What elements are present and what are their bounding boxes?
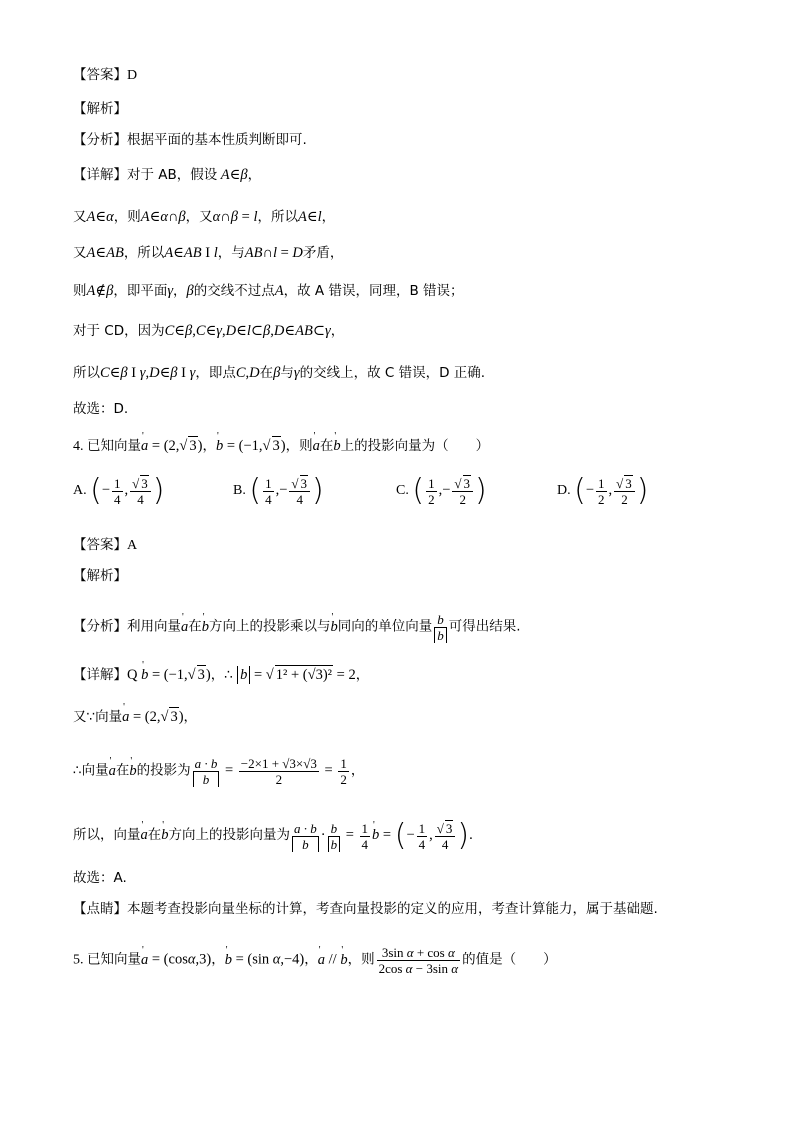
text: ，即平面 bbox=[113, 283, 168, 299]
text: 在 bbox=[319, 438, 334, 454]
option-b-label: B. bbox=[233, 483, 246, 499]
text: 方向上的投影向量为 bbox=[168, 827, 290, 844]
math-expr: C bbox=[164, 323, 175, 339]
text: ，又 bbox=[185, 209, 213, 225]
q4-detail-1: 【详解】Q ' b = (−1,√ 3)，∴ b = √ 1² + (√3)² = 2， bbox=[73, 665, 369, 685]
detail-line-5: 对于 CD，因为C∈β,C∈γ,D∈l⊂β,D∈AB⊂γ， bbox=[73, 323, 345, 339]
fenxi-tag: 【分析】 bbox=[73, 132, 127, 148]
text: ，则 bbox=[347, 951, 375, 968]
math-expr: A bbox=[86, 209, 96, 225]
choose-line-q3: 故选：D. bbox=[73, 401, 129, 417]
text: 矛盾， bbox=[302, 245, 344, 261]
text: 同向的单位向量 bbox=[337, 618, 433, 635]
text: 又 bbox=[73, 209, 87, 225]
text: ，故 A 错误，同理，B 错误； bbox=[283, 283, 464, 299]
q4-analysis-heading: 【解析】 bbox=[73, 568, 127, 584]
detail-tag: 【详解】 bbox=[73, 667, 127, 683]
analysis-heading: 【解析】 bbox=[73, 101, 127, 117]
text: 所以 bbox=[73, 365, 100, 381]
text: ∴向量 bbox=[73, 762, 109, 779]
text: 利用向量 bbox=[127, 618, 181, 635]
text: 所以，向量 bbox=[73, 827, 141, 844]
text: 又 bbox=[73, 245, 87, 261]
vector-a: ' a bbox=[141, 437, 148, 455]
text: 的值是（ ） bbox=[462, 951, 557, 968]
fenxi-tag: 【分析】 bbox=[73, 618, 127, 635]
q4-number: 4. bbox=[73, 439, 84, 454]
text: 则 bbox=[73, 283, 87, 299]
option-c[interactable]: C. ( $\frac{1}{2}$ ,− $\frac{√ 3}{2}$ ) bbox=[396, 473, 487, 508]
detail-line-3: 又A∈AB，所以A∈AB I l，与AB∩l = D矛盾， bbox=[73, 245, 344, 261]
detail-text-1: 对于 AB，假设 bbox=[127, 167, 218, 183]
text: 又∵向量 bbox=[73, 709, 123, 725]
detail-line-6: 所以C∈β I γ,D∈β I γ，即点C,D在β与γ的交线上，故 C 错误，D 正确. bbox=[73, 365, 486, 381]
detail-tag: 【详解】 bbox=[73, 167, 127, 183]
option-c-label: C. bbox=[396, 483, 409, 499]
text: 与 bbox=[280, 365, 294, 381]
dianjing-text: 本题考查投影向量坐标的计算，考查向量投影的定义的应用，考查计算能力，属于基础题. bbox=[127, 901, 658, 917]
answer-tag: 【答案】 bbox=[73, 537, 127, 553]
text: 的交线不过点 bbox=[193, 283, 275, 299]
answer-value: D bbox=[127, 68, 138, 83]
choose-line-q4: 故选：A. bbox=[73, 870, 127, 886]
q4-answer-line bbox=[73, 536, 137, 555]
text: 在 bbox=[115, 762, 130, 779]
option-a-label: A. bbox=[73, 483, 87, 499]
text: ，所以 bbox=[123, 245, 165, 261]
math-expr: A bbox=[220, 167, 230, 183]
q5-stem: 5. 已知向量' a = (cosα,3)，' b = (sin α,−4)，' a // ' b，则 $\frac{\text{3sin α + cos α}}{\text{2cos α − 3sin α}}$ 的值是（ ） bbox=[73, 945, 557, 976]
answer-line bbox=[73, 66, 137, 85]
text: ，所以 bbox=[257, 209, 298, 225]
detail-line-1: 【详解】对于 AB，假设 A∈β， bbox=[73, 167, 262, 183]
vector-b: ' b bbox=[216, 437, 223, 455]
option-b[interactable]: B. ( $\frac{1}{4}$ ,− $\frac{√ 3}{4}$ ) bbox=[233, 473, 324, 508]
text: 在 bbox=[259, 365, 274, 381]
detail-line-4: 则A∉β，即平面γ，β的交线不过点A，故 A 错误，同理，B 错误； bbox=[73, 283, 464, 299]
dianjing-line bbox=[73, 900, 658, 919]
dianjing-tag: 【点睛】 bbox=[73, 901, 127, 917]
text: ，与 bbox=[217, 245, 245, 261]
option-a[interactable]: A. (− $\frac{1}{4}$ , $\frac{√ 3}{4}$ ) bbox=[73, 473, 165, 508]
fenxi-text: 根据平面的基本性质判断即可. bbox=[127, 132, 307, 148]
math-expr: A bbox=[86, 283, 96, 299]
text: 上的投影向量为（ ） bbox=[340, 438, 490, 454]
text: 可得出结果. bbox=[448, 618, 521, 635]
math-expr: A bbox=[86, 245, 96, 261]
q4-detail-3: ∴向量' a在' b的投影为 $\frac{a \cdot b}{b}$ = $\frac{-2\times 1 + √3\times√3}{2}$ = $\frac{1}{2}$ ， bbox=[73, 756, 364, 787]
text: ，则 bbox=[113, 209, 141, 225]
text: 方向上的投影乘以与 bbox=[209, 618, 331, 635]
q4-stem: 4. 已知向量' a = (2,√ 3)，' b = (−1,√ 3)，则' a在' b上的投影向量为（ ） bbox=[73, 436, 489, 456]
q4-fenxi-line: 【分析】利用向量' a在' b方向上的投影乘以与' b同向的单位向量 $\frac{b}{b}$ 可得出结果. bbox=[73, 612, 521, 643]
detail-line-2: 又A∈α，则A∈α∩β，又α∩β = l，所以A∈l， bbox=[73, 209, 336, 225]
text: 在 bbox=[147, 827, 162, 844]
text: 已知向量 bbox=[87, 438, 141, 454]
option-d-label: D. bbox=[557, 483, 571, 499]
q4-detail-2: 又∵向量' a = (2,√ 3)， bbox=[73, 707, 197, 727]
text: 在 bbox=[188, 618, 202, 635]
text: 已知向量 bbox=[87, 951, 141, 968]
answer-tag: 【答案】 bbox=[73, 67, 127, 83]
q5-number: 5. bbox=[73, 952, 84, 968]
text: 的交线上，故 C 错误，D 正确. bbox=[299, 365, 486, 381]
text: 对于 CD，因为 bbox=[73, 323, 165, 339]
text: ，即点 bbox=[195, 365, 236, 381]
option-d[interactable]: D. (− $\frac{1}{2}$ , $\frac{√ 3}{2}$ ) bbox=[557, 473, 649, 508]
fenxi-line bbox=[73, 131, 307, 150]
q4-detail-4: 所以，向量' a在' b方向上的投影向量为 $\frac{a \cdot b}{b}$ · $\frac{b}{b}$ = $\frac{1}{4}$ ' b = (− $\frac{1}{4}$ , $\frac{√ 3}{4}$ ). bbox=[73, 820, 473, 852]
text: 的投影为 bbox=[136, 762, 191, 779]
math-expr: C bbox=[100, 365, 110, 381]
answer-value: A bbox=[127, 538, 138, 553]
